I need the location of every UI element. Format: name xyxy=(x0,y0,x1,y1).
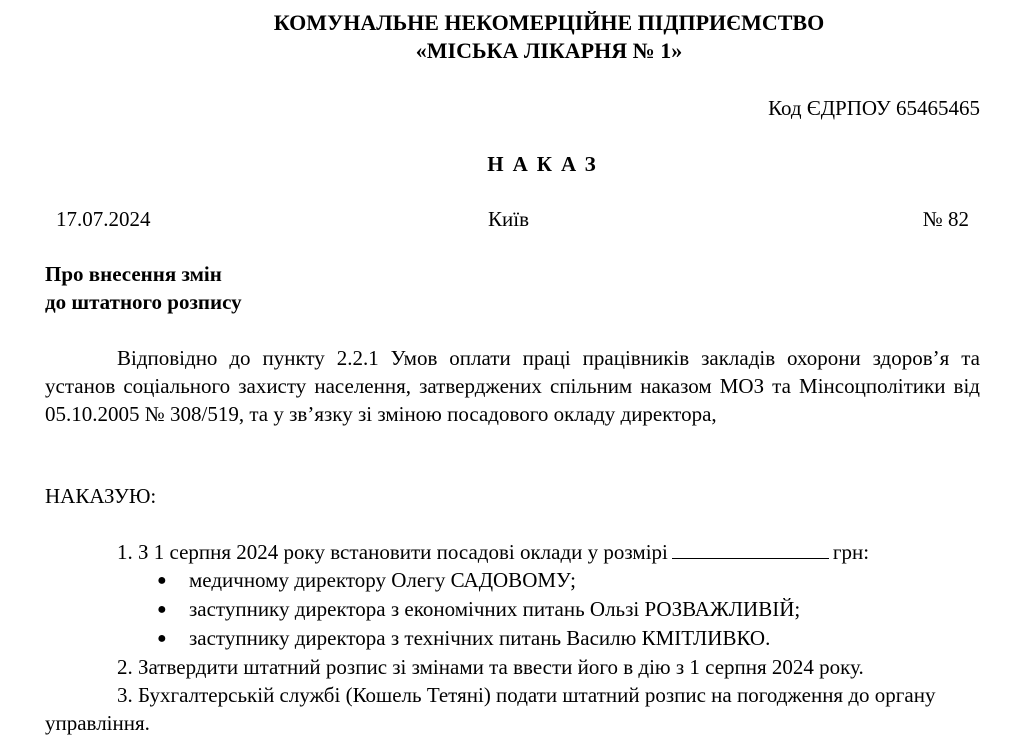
bullet-list xyxy=(45,566,980,653)
bullet-text: заступнику директора з економічних питань Ользі РОЗВАЖЛИВІЙ; xyxy=(189,597,801,621)
order-item-3: 3. Бухгалтерській службі (Кошель Тетяні) подати штатний розпис на погодження до органу управління. xyxy=(45,683,936,735)
bullet-text: заступнику директора з технічних питань Василю КМІТЛИВКО. xyxy=(189,626,771,650)
order-item-1-currency: грн: xyxy=(832,540,870,564)
bullet-item xyxy=(153,566,980,595)
bullet-item xyxy=(153,624,980,653)
subject-line-2: до штатного розпису xyxy=(45,290,242,314)
subject-line-1: Про внесення змін xyxy=(45,262,222,286)
bullet-icon: ● xyxy=(157,572,167,589)
organization-header xyxy=(0,9,1011,65)
document-title: НАКАЗ xyxy=(487,152,605,176)
document-meta-line xyxy=(56,205,969,235)
bullet-text: медичному директору Олегу САДОВОМУ; xyxy=(189,568,576,592)
order-item-1-text: 1. З 1 серпня 2024 року встановити посадові оклади у розмірі xyxy=(117,540,668,564)
salary-blank-field xyxy=(672,538,829,559)
document-city: Київ xyxy=(488,207,529,231)
preamble-paragraph: Відповідно до пункту 2.2.1 Умов оплати праці працівників закладів охорони здоров’я та установ соціального захисту населення, затверджених спільним наказом МОЗ та Мінсоцполітики від 05.10.2005 № 308/519, та у зв’язку зі зміною посадового окладу директора, xyxy=(45,346,980,426)
bullet-icon: ● xyxy=(157,630,167,647)
organization-type: КОМУНАЛЬНЕ НЕКОМЕРЦІЙНЕ ПІДПРИЄМСТВО xyxy=(273,10,825,35)
order-word: НАКАЗУЮ: xyxy=(45,484,157,508)
order-item-2: 2. Затвердити штатний розпис зі змінами та ввести його в дію з 1 серпня 2024 року. xyxy=(117,655,864,679)
order-item-1 xyxy=(45,538,980,566)
document-subject xyxy=(45,260,242,316)
document-number: № 82 xyxy=(922,207,969,231)
organization-name: «МІСЬКА ЛІКАРНЯ № 1» xyxy=(415,38,683,63)
bullet-item xyxy=(153,595,980,624)
document-date: 17.07.2024 xyxy=(56,207,151,231)
bullet-icon: ● xyxy=(157,601,167,618)
edrpou-code: Код ЄДРПОУ 65465465 xyxy=(768,96,980,120)
order-items xyxy=(45,538,980,737)
